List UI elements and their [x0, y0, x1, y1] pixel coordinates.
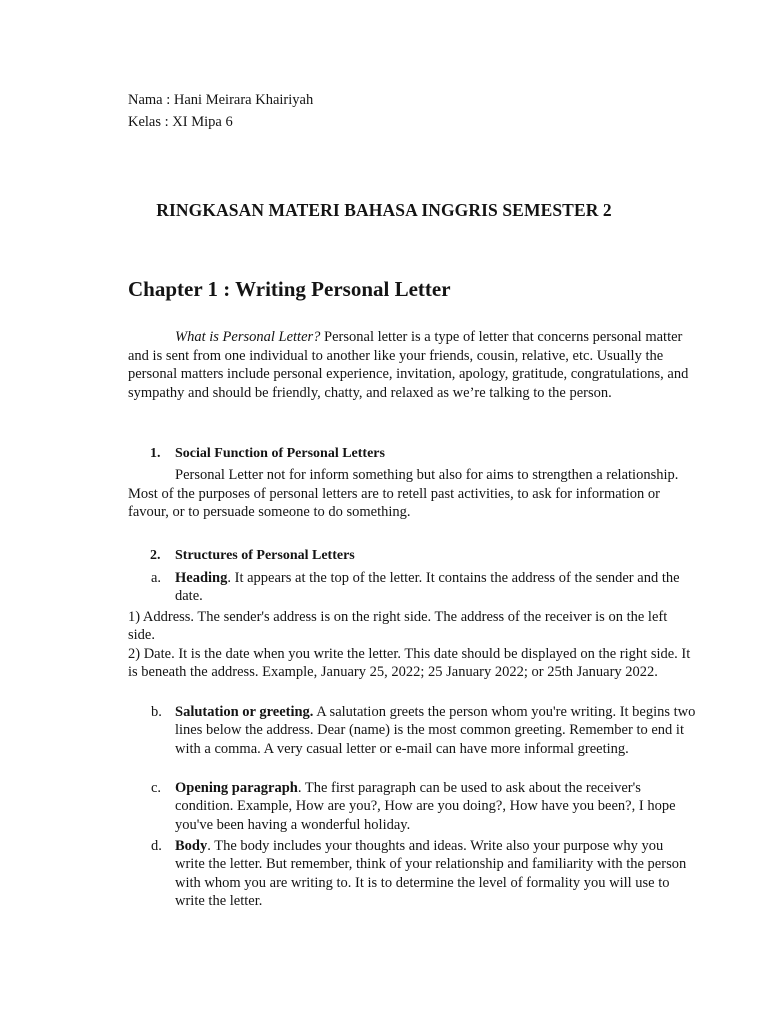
section-title: Social Function of Personal Letters — [175, 446, 385, 461]
structure-item-heading — [151, 569, 696, 606]
intro-question: What is Personal Letter? — [175, 329, 321, 345]
item-term: Heading — [175, 570, 228, 586]
structure-item-body — [151, 837, 696, 911]
section-heading-social-function — [150, 445, 385, 463]
item-term: Opening paragraph — [175, 780, 298, 796]
intro-text: Personal letter is a type of letter that concerns personal matter and is sent from one individual to another like your friends, cousin, relative, etc. Usually the personal matters include personal experience, invitation, apology, gratitude, congratulations, and sympathy and should be friendly, chatty, and relaxed as we’re talking to the person. — [128, 329, 689, 401]
item-text: . It appears at the top of the letter. It contains the address of the sender and the date. — [175, 570, 680, 605]
item-label: a. — [151, 570, 162, 586]
item-label: d. — [151, 838, 162, 854]
item-term: Salutation or greeting. — [175, 704, 314, 720]
social-function-text: Personal Letter not for inform something but also for aims to strengthen a relationship. Most of the purposes of personal letters are to retell past activities, to ask for information or favour, or to persuade someone to do something. — [128, 467, 679, 521]
item-label: c. — [151, 780, 162, 796]
item-label: b. — [151, 704, 162, 720]
social-function-paragraph — [128, 466, 696, 522]
section-number: 1. — [150, 446, 161, 461]
structure-item-salutation — [151, 703, 696, 758]
chapter-title: Chapter 1 : Writing Personal Letter — [128, 277, 451, 301]
section-heading-structures — [150, 547, 355, 565]
student-name: Nama : Hani Meirara Khairiyah — [128, 92, 314, 108]
document-title: RINGKASAN MATERI BAHASA INGGRIS SEMESTER 2 — [156, 200, 612, 220]
intro-paragraph — [128, 328, 696, 402]
section-title: Structures of Personal Letters — [175, 548, 355, 563]
structure-item-opening — [151, 779, 696, 834]
item-text: A salutation greets the person whom you're writing. It begins two lines below the address. Dear (name) is the most common greeting. Remember to end it with a comma. A very casual letter or e-mail can have more informal greeting. — [175, 704, 696, 757]
heading-detail-date: 2) Date. It is the date when you write the letter. This date should be displayed on the right side. It is beneath the address. Example, January 25, 2022; 25 January 2022; or 25th January 2022. — [128, 646, 691, 681]
item-text: . The first paragraph can be used to ask about the receiver's condition. Example, How are you?, How are you doing?, How have you been?, I hope you've been having a wonderful holiday. — [175, 780, 676, 833]
student-class: Kelas : XI Mipa 6 — [128, 114, 233, 130]
item-term: Body — [175, 838, 208, 854]
section-number: 2. — [150, 548, 161, 563]
heading-detail-address: 1) Address. The sender's address is on the right side. The address of the receiver is on the left side. — [128, 609, 668, 644]
item-text: . The body includes your thoughts and ideas. Write also your purpose why you write the letter. But remember, think of your relationship and familiarity with the person with whom you are writing to. It is to determine the level of formality you will use to write the letter. — [175, 838, 687, 910]
